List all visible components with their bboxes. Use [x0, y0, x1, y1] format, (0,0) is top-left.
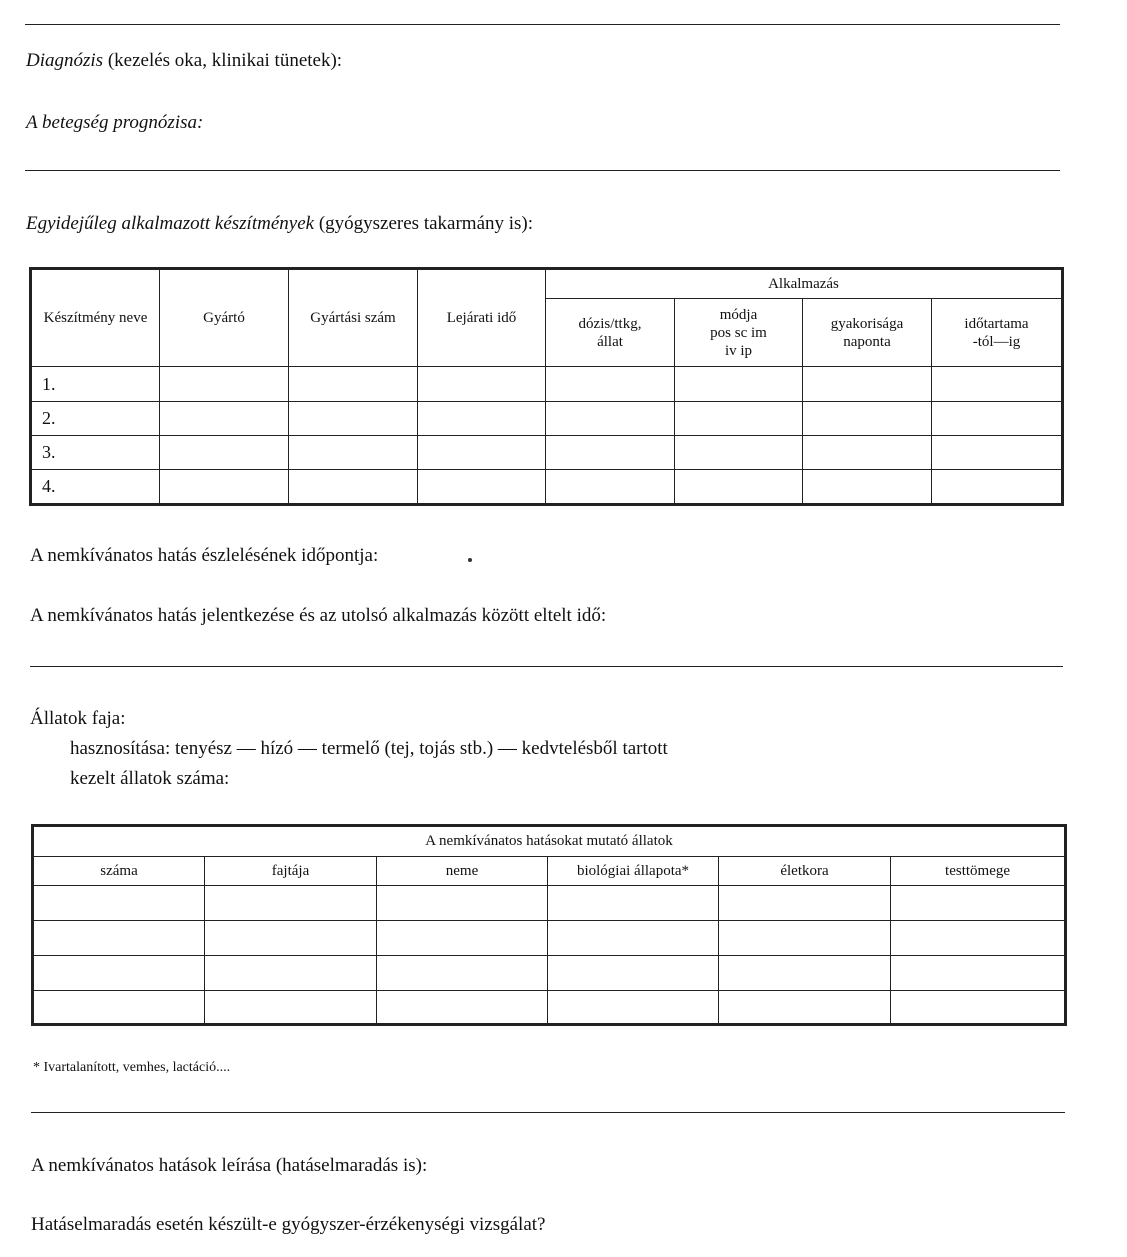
header-age: életkora — [719, 857, 891, 886]
table-cell[interactable] — [205, 921, 377, 956]
header-dose — [546, 299, 675, 367]
header-body-weight: testtömege — [891, 857, 1066, 886]
table-cell[interactable] — [33, 956, 205, 991]
table-cell[interactable] — [932, 402, 1063, 436]
table-row — [31, 402, 1063, 436]
table-row — [31, 436, 1063, 470]
table-cell[interactable] — [548, 886, 719, 921]
header-duration — [932, 299, 1063, 367]
header-route — [675, 299, 803, 367]
table-cell[interactable] — [675, 436, 803, 470]
header-duration-line2: -tól—ig — [972, 333, 1021, 350]
affected-animals-table — [31, 824, 1067, 1026]
table-cell[interactable] — [205, 886, 377, 921]
table-cell[interactable] — [33, 991, 205, 1025]
affected-animals-title: A nemkívánatos hatásokat mutató állatok — [33, 826, 1066, 857]
header-dose-line1: dózis/ttkg, — [578, 315, 642, 332]
table-cell[interactable] — [160, 367, 289, 402]
footnote-rule — [31, 1112, 1065, 1113]
prognosis-rule — [25, 170, 1060, 171]
row-number: 3. — [31, 436, 160, 470]
header-frequency-line2: naponta — [843, 333, 891, 350]
prognosis-label: A betegség prognózisa: — [26, 112, 204, 133]
header-product-name: Készítmény neve — [31, 269, 160, 367]
table-cell[interactable] — [377, 956, 548, 991]
table-cell[interactable] — [33, 921, 205, 956]
table-cell[interactable] — [33, 886, 205, 921]
table-cell[interactable] — [891, 921, 1066, 956]
top-rule — [25, 24, 1060, 25]
table-cell[interactable] — [548, 956, 719, 991]
table-cell[interactable] — [803, 436, 932, 470]
diagnosis-field-label — [26, 50, 342, 72]
header-frequency-line1: gyakorisága — [830, 315, 904, 332]
concurrent-products-field-label — [26, 213, 533, 235]
table-cell[interactable] — [891, 886, 1066, 921]
table-cell[interactable] — [377, 921, 548, 956]
header-route-line3: iv ip — [724, 342, 753, 359]
table-cell[interactable] — [546, 470, 675, 505]
table-cell[interactable] — [719, 956, 891, 991]
table-row — [33, 886, 1066, 921]
table-cell[interactable] — [289, 470, 418, 505]
table-cell[interactable] — [160, 436, 289, 470]
table-cell[interactable] — [289, 436, 418, 470]
effects-description-label: A nemkívánatos hatások leírása (hatáselmaradás is): — [31, 1155, 428, 1176]
table-cell[interactable] — [548, 991, 719, 1025]
header-biological-state: biológiai állapota* — [548, 857, 719, 886]
table-row — [31, 367, 1063, 402]
header-route-line1: módja — [719, 306, 758, 323]
table-cell[interactable] — [160, 470, 289, 505]
table-cell[interactable] — [546, 436, 675, 470]
table-cell[interactable] — [289, 402, 418, 436]
table-cell[interactable] — [719, 991, 891, 1025]
header-sex: neme — [377, 857, 548, 886]
concurrent-products-label-detail: (gyógyszeres takarmány is): — [314, 213, 534, 234]
elapsed-time-rule — [30, 666, 1063, 667]
header-expiry-date: Lejárati idő — [418, 269, 546, 367]
observation-time-label: A nemkívánatos hatás észlelésének időpontja: — [30, 545, 379, 566]
header-batch-number: Gyártási szám — [289, 269, 418, 367]
footnote: * Ivartalanított, vemhes, lactáció.... — [33, 1060, 231, 1075]
species-label: Állatok faja: — [30, 708, 126, 729]
row-number: 1. — [31, 367, 160, 402]
row-number: 2. — [31, 402, 160, 436]
usage-label: hasznosítása: tenyész — hízó — termelő (tej, tojás stb.) — kedvtelésből tartott — [70, 738, 668, 759]
header-route-line2: pos sc im — [710, 324, 767, 341]
table-row — [33, 956, 1066, 991]
table-cell[interactable] — [205, 956, 377, 991]
table-cell[interactable] — [891, 991, 1066, 1025]
table-cell[interactable] — [160, 402, 289, 436]
diagnosis-label-detail: (kezelés oka, klinikai tünetek): — [103, 50, 343, 71]
table-cell[interactable] — [546, 402, 675, 436]
table-cell[interactable] — [418, 402, 546, 436]
table-cell[interactable] — [289, 367, 418, 402]
header-count: száma — [33, 857, 205, 886]
table-cell[interactable] — [377, 991, 548, 1025]
table-cell[interactable] — [377, 886, 548, 921]
header-application: Alkalmazás — [546, 269, 1063, 299]
table-cell[interactable] — [932, 367, 1063, 402]
sensitivity-test-label: Hatáselmaradás esetén készült-e gyógyszer-érzékenységi vizsgálat? — [31, 1214, 546, 1235]
table-cell[interactable] — [548, 921, 719, 956]
table-cell[interactable] — [719, 886, 891, 921]
table-cell[interactable] — [675, 367, 803, 402]
prognosis-field-label — [26, 112, 203, 134]
table-row — [33, 991, 1066, 1025]
table-cell[interactable] — [418, 367, 546, 402]
table-cell[interactable] — [418, 436, 546, 470]
table-cell[interactable] — [932, 470, 1063, 505]
header-dose-line2: állat — [597, 333, 623, 350]
diagnosis-label: Diagnózis — [26, 50, 104, 71]
concurrent-products-label: Egyidejűleg alkalmazott készítmények — [26, 213, 315, 234]
header-frequency — [803, 299, 932, 367]
table-cell[interactable] — [803, 367, 932, 402]
table-cell[interactable] — [546, 367, 675, 402]
table-cell[interactable] — [932, 436, 1063, 470]
table-cell[interactable] — [675, 470, 803, 505]
concurrent-products-table — [29, 267, 1064, 506]
table-cell[interactable] — [675, 402, 803, 436]
scan-speck — [468, 558, 472, 562]
treated-count-label: kezelt állatok száma: — [70, 768, 230, 789]
table-row — [33, 921, 1066, 956]
table-cell[interactable] — [803, 470, 932, 505]
table-cell[interactable] — [418, 470, 546, 505]
header-manufacturer: Gyártó — [160, 269, 289, 367]
table-cell[interactable] — [803, 402, 932, 436]
table-cell[interactable] — [719, 921, 891, 956]
elapsed-time-label: A nemkívánatos hatás jelentkezése és az utolsó alkalmazás között eltelt idő: — [30, 605, 607, 626]
table-cell[interactable] — [205, 991, 377, 1025]
table-row — [31, 470, 1063, 505]
header-breed: fajtája — [205, 857, 377, 886]
header-duration-line1: időtartama — [964, 315, 1029, 332]
row-number: 4. — [31, 470, 160, 505]
table-cell[interactable] — [891, 956, 1066, 991]
